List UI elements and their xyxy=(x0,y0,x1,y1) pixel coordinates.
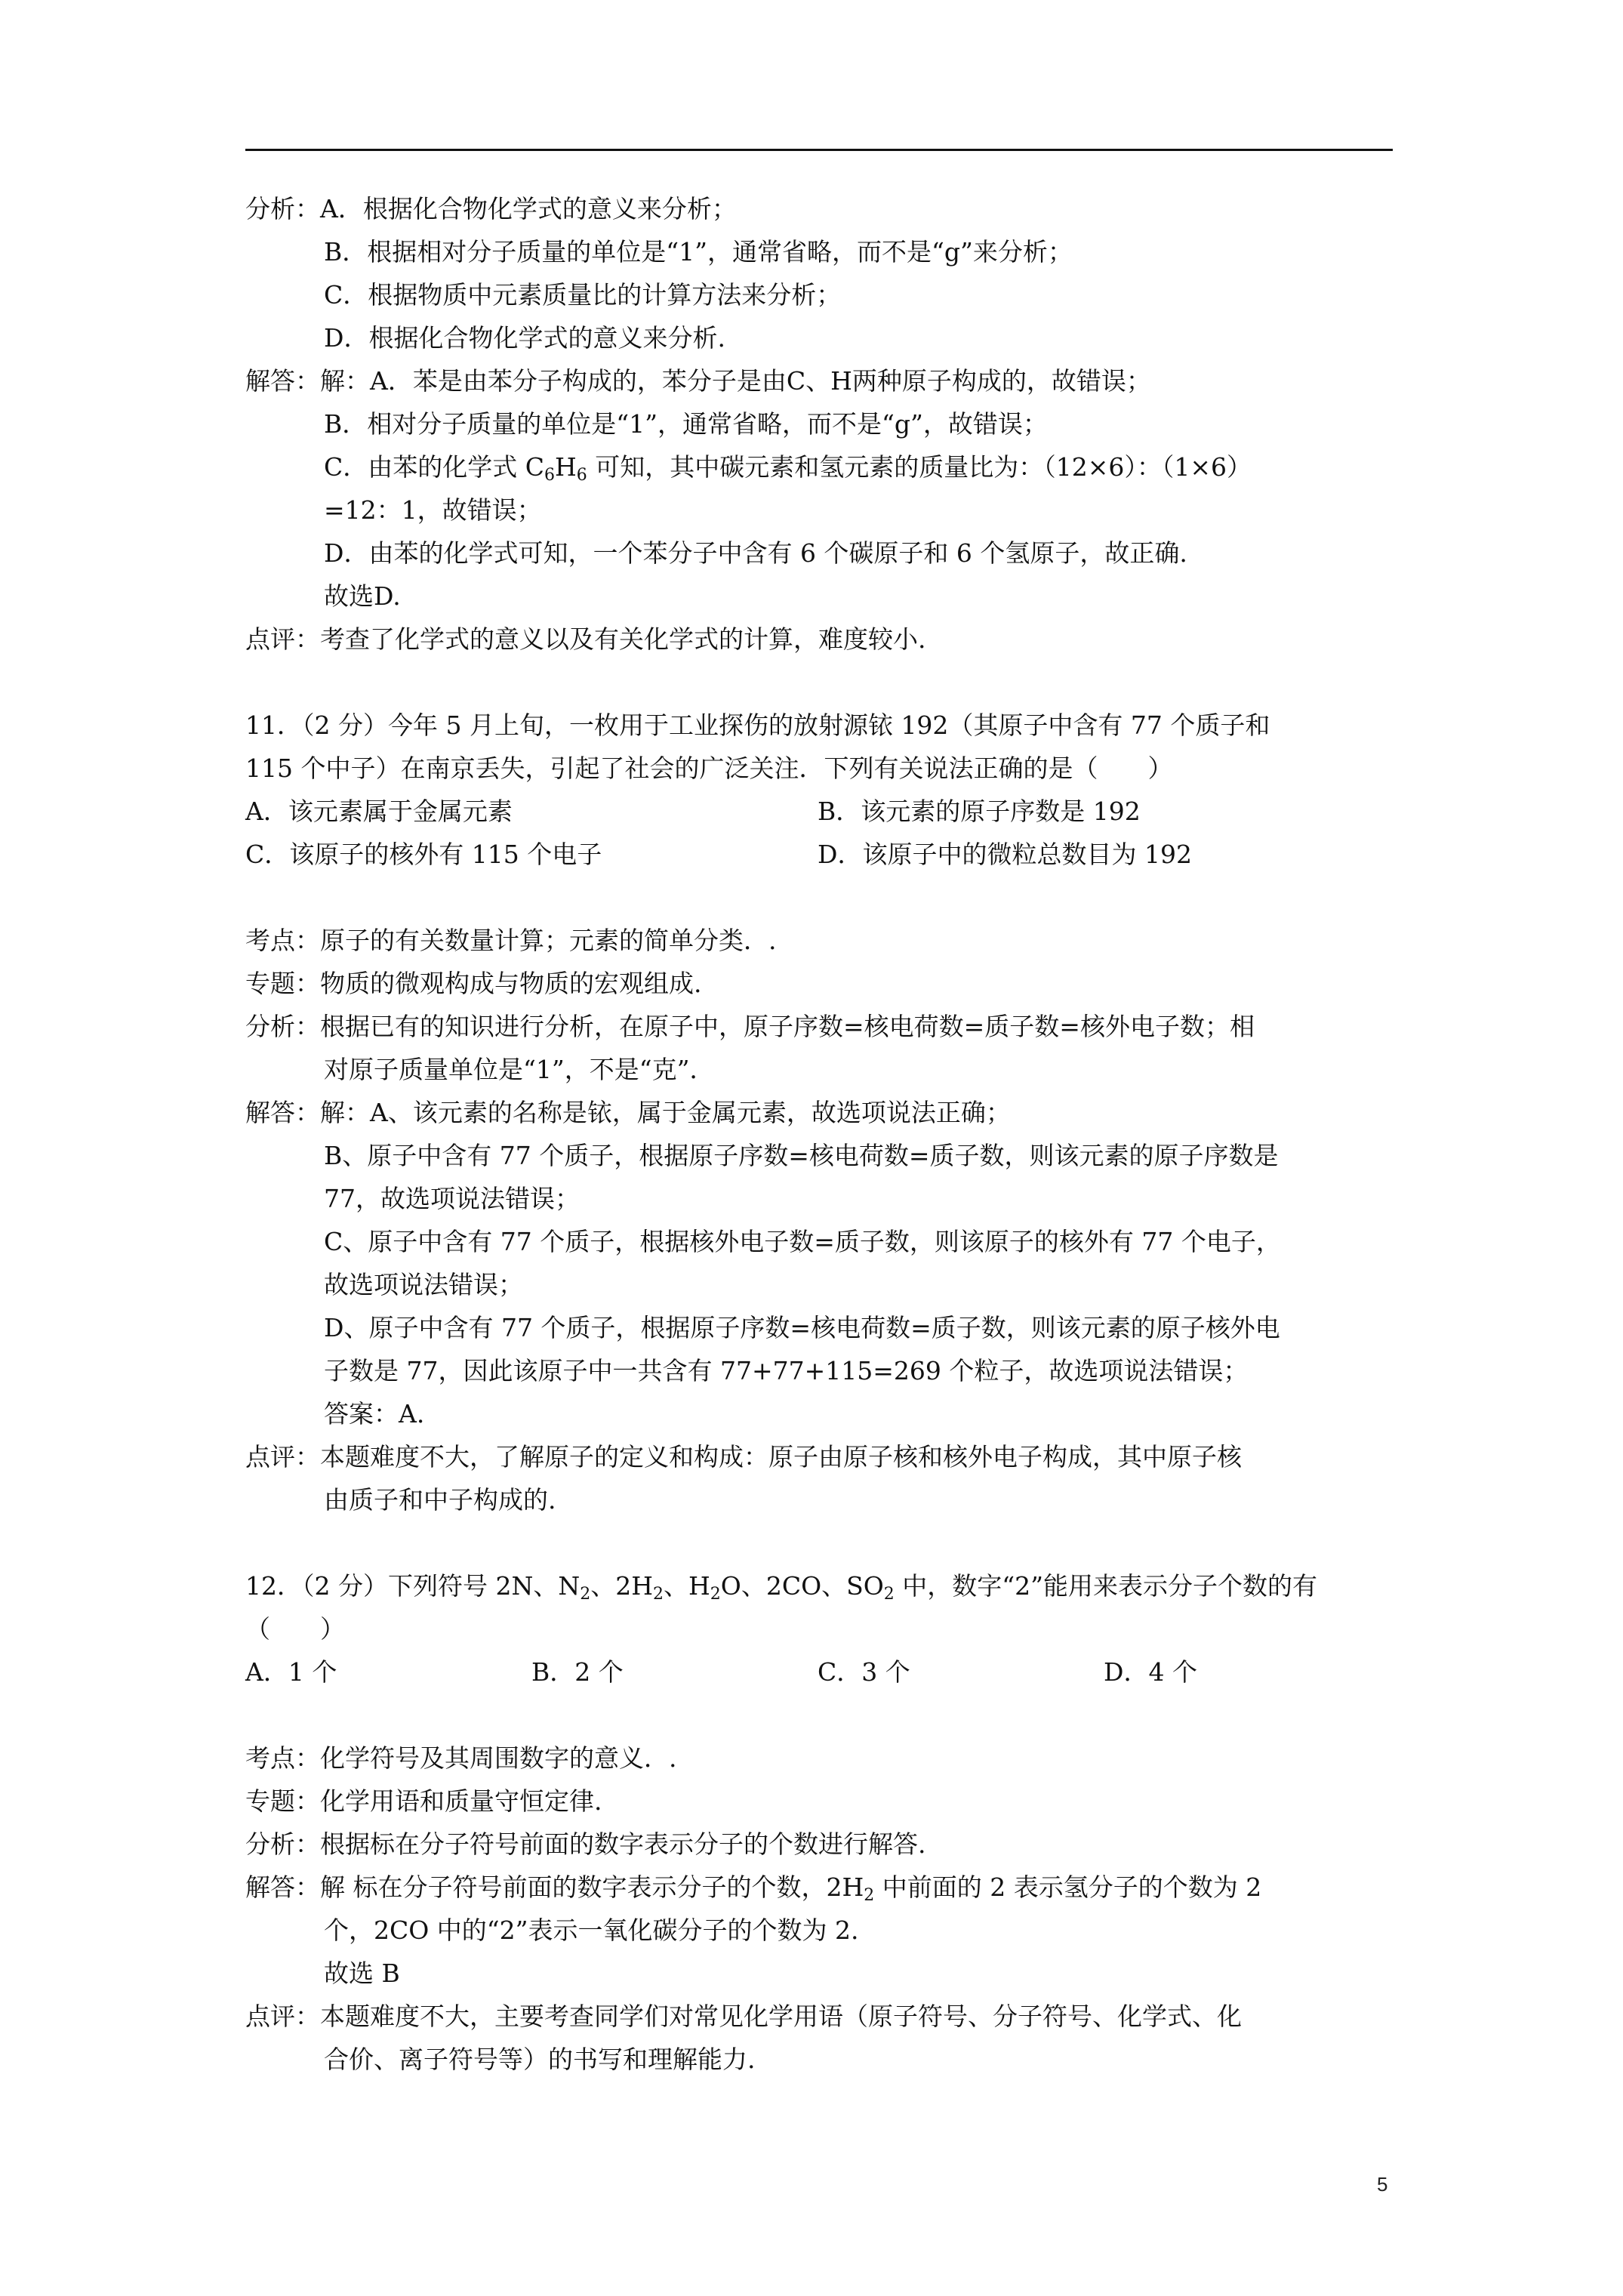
q12-zhuanti: 专题：化学用语和质量守恒定律. xyxy=(245,1786,602,1816)
q10-analysis-line: D．根据化合物化学式的意义来分析. xyxy=(324,323,725,353)
q11-analysis-line: 对原子质量单位是“1”，不是“克”． xyxy=(324,1055,715,1084)
q12-analysis: 分析：根据标在分子符号前面的数字表示分子的个数进行解答. xyxy=(245,1829,926,1859)
q12-comment-line: 点评：本题难度不大，主要考查同学们对常见化学用语（原子符号、分子符号、化学式、化 xyxy=(245,2002,1242,2031)
q11-answer-line: C、原子中含有 77 个质子，根据核外电子数=质子数，则该原子的核外有 77 个电子， xyxy=(324,1227,1281,1256)
q11-option-c: C．该原子的核外有 115 个电子 xyxy=(245,840,602,869)
q10-analysis-line: C．根据物质中元素质量比的计算方法来分析； xyxy=(324,280,842,310)
q11-answer-line: 子数是 77，因此该原子中一共含有 77+77+115=269 个粒子，故选项说法错误； xyxy=(324,1356,1249,1385)
q10-answer-line: D．由苯的化学式可知，一个苯分子中含有 6 个碳原子和 6 个氢原子，故正确. xyxy=(324,538,1187,568)
q12-answer-line: 故选 B xyxy=(324,1959,400,1988)
q10-analysis-line: 分析：A．根据化合物化学式的意义来分析； xyxy=(245,194,737,223)
page-number: 5 xyxy=(1377,2173,1388,2196)
q10-answer-line: B．相对分子质量的单位是“1”，通常省略，而不是“g”，故错误； xyxy=(324,409,1048,439)
q11-answer-line: B、原子中含有 77 个质子，根据原子序数=核电荷数=质子数，则该元素的原子序数是 xyxy=(324,1141,1279,1170)
q11-answer-line: 解答：解：A、该元素的名称是铱，属于金属元素，故选项说法正确； xyxy=(245,1098,1011,1127)
q12-option-b: B．2 个 xyxy=(531,1657,624,1687)
q11-option-b: B．该元素的原子序数是 192 xyxy=(818,797,1141,826)
q12-answer-line: 个，2CO 中的“2”表示一氧化碳分子的个数为 2. xyxy=(324,1915,859,1945)
q11-option-d: D．该原子中的微粒总数目为 192 xyxy=(818,840,1192,869)
q12-comment-line: 合价、离子符号等）的书写和理解能力. xyxy=(324,2045,756,2074)
q11-answer-line: 77，故选项说法错误； xyxy=(324,1184,580,1213)
q11-stem-line: 11．（2 分）今年 5 月上旬，一枚用于工业探伤的放射源铱 192（其原子中含有 77 个质子和 xyxy=(245,710,1270,740)
q12-answer-line: 解答：解 标在分子符号前面的数字表示分子的个数，$2H_2$ 中前面的 2 表示氢分子的个数为 2 xyxy=(245,1872,1262,1905)
q11-kaodian: 考点：原子的有关数量计算；元素的简单分类．. xyxy=(245,926,777,955)
q12-stem-line: 12．（2 分）下列符号 2N、$N_2$、$2H_2$、$H_2O$、2CO、$SO_2$ 中，数字“2”能用来表示分子个数的有 xyxy=(245,1571,1318,1604)
q11-options-row xyxy=(245,790,1393,833)
q10-answer-line: =12：1，故错误； xyxy=(324,495,542,525)
q12-options-row xyxy=(245,1650,1393,1693)
q10-analysis-line: B．根据相对分子质量的单位是“1”，通常省略，而不是“g”来分析； xyxy=(324,237,1073,267)
q11-analysis-line: 分析：根据已有的知识进行分析，在原子中，原子序数=核电荷数=质子数=核外电子数；相 xyxy=(245,1012,1255,1041)
q11-options-row xyxy=(245,833,1393,876)
header-rule xyxy=(245,149,1393,151)
q12-option-c: C．3 个 xyxy=(818,1657,910,1687)
q10-comment: 点评：考查了化学式的意义以及有关化学式的计算，难度较小. xyxy=(245,624,926,654)
q12-option-a: A．1 个 xyxy=(245,1657,337,1687)
q11-stem-line: 115 个中子）在南京丢失，引起了社会的广泛关注．下列有关说法正确的是（ ） xyxy=(245,754,1173,783)
q11-answer-line: D、原子中含有 77 个质子，根据原子序数=核电荷数=质子数，则该元素的原子核外电 xyxy=(324,1313,1280,1342)
q11-option-a: A．该元素属于金属元素 xyxy=(245,797,513,826)
q10-answer-line: 故选D. xyxy=(324,581,401,611)
q12-kaodian: 考点：化学符号及其周围数字的意义．. xyxy=(245,1743,677,1773)
q10-answer-formula-line: C．由苯的化学式 $C_6H_6$ 可知，其中碳元素和氢元素的质量比为：（12×6）：（1×6） xyxy=(324,452,1252,485)
q11-answer-line: 答案：A. xyxy=(324,1399,425,1428)
q11-zhuanti: 专题：物质的微观构成与物质的宏观组成. xyxy=(245,969,702,998)
q11-answer-line: 故选项说法错误； xyxy=(324,1270,523,1299)
q11-comment-line: 由质子和中子构成的. xyxy=(324,1485,556,1515)
q12-stem-line: （ ） xyxy=(245,1614,345,1644)
q10-answer-line: 解答：解：A．苯是由苯分子构成的，苯分子是由C、H两种原子构成的，故错误； xyxy=(245,366,1151,396)
q11-comment-line: 点评：本题难度不大，了解原子的定义和构成：原子由原子核和核外电子构成，其中原子核 xyxy=(245,1442,1242,1472)
page-content xyxy=(245,187,1393,2081)
q12-option-d: D．4 个 xyxy=(1104,1657,1197,1687)
